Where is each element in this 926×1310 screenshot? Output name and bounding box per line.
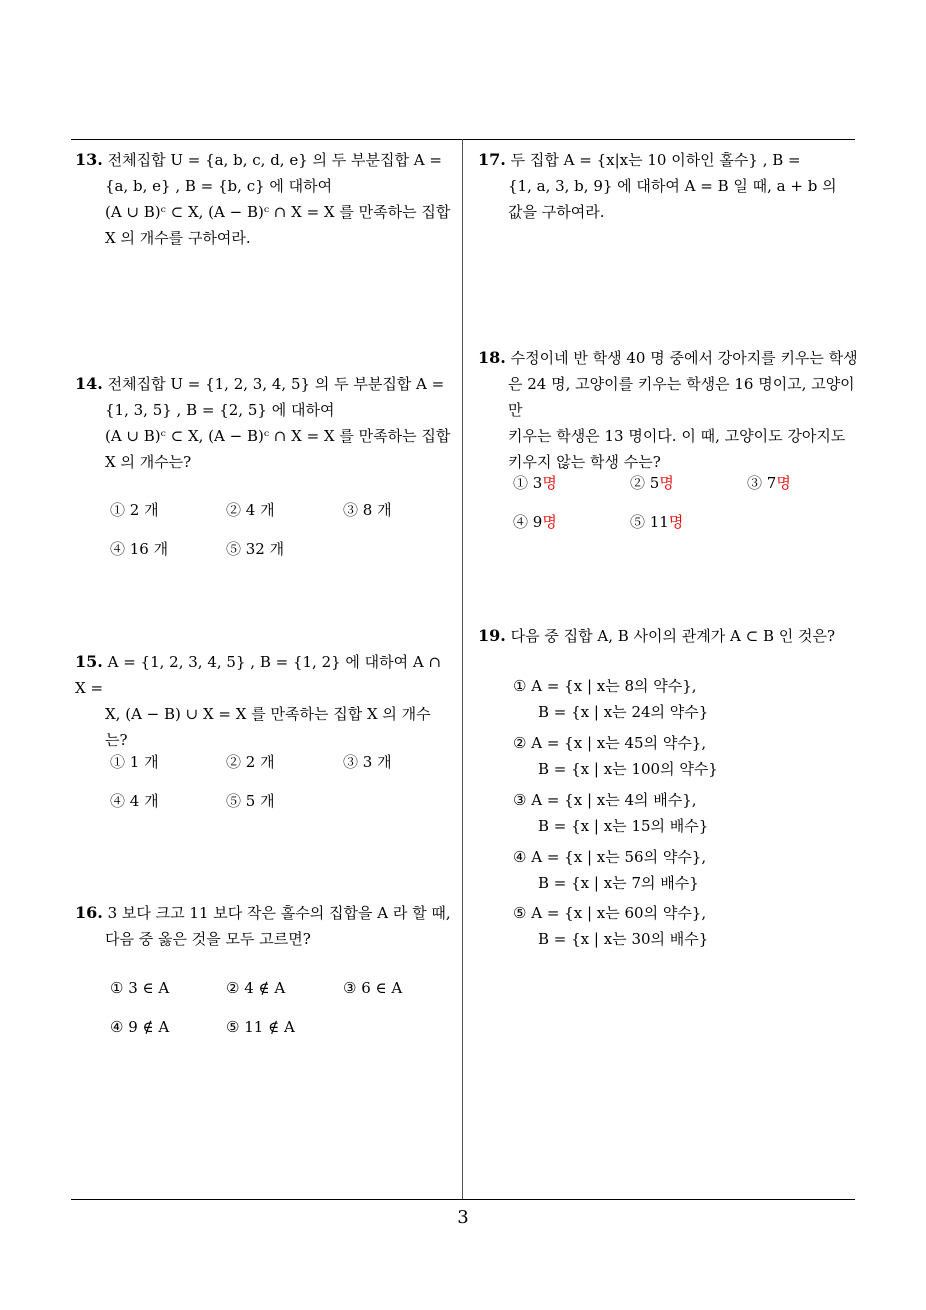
- choice-marker: ①: [513, 677, 527, 695]
- choice-line-a: A = {x | x는 45의 약수},: [531, 734, 707, 752]
- page-number: 3: [457, 1207, 469, 1228]
- choice-5[interactable]: [513, 900, 708, 952]
- choice-3[interactable]: ③ 8 개: [343, 501, 392, 519]
- question-text-line: A = {1, 2, 3, 4, 5} , B = {1, 2} 에 대하여 A ∩ X =: [75, 653, 442, 697]
- choice-label: ① 3: [513, 474, 543, 492]
- choice-unit: 명: [668, 513, 684, 531]
- question-text-line: 키우는 학생은 13 명이다. 이 때, 고양이도 강아지도: [508, 427, 846, 445]
- question-text-line: (A ∪ B)ᶜ ⊂ X, (A − B)ᶜ ∩ X = X 를 만족하는 집합: [105, 203, 451, 221]
- choice-2[interactable]: ② 2 개: [226, 753, 275, 771]
- question-number: 18.: [478, 348, 506, 367]
- question-number: 15.: [75, 652, 103, 671]
- question-text-line: 다음 중 집합 A, B 사이의 관계가 A ⊂ B 인 것은?: [510, 627, 836, 645]
- choice-1[interactable]: [513, 470, 557, 496]
- question-15: [75, 649, 455, 753]
- bottom-rule: [71, 1199, 855, 1200]
- choice-5[interactable]: ⑤ 5 개: [226, 792, 275, 810]
- choice-1[interactable]: ① 1 개: [110, 753, 159, 771]
- choice-unit: 명: [542, 513, 557, 531]
- question-text-line: (A ∪ B)ᶜ ⊂ X, (A − B)ᶜ ∩ X = X 를 만족하는 집합: [105, 427, 451, 445]
- choice-1[interactable]: [513, 673, 708, 725]
- question-text-line: {1, 3, 5} , B = {2, 5} 에 대하여: [105, 401, 335, 419]
- choice-label: ③ 7: [747, 474, 777, 492]
- choice-4[interactable]: ④ 9 ∉ A: [110, 1018, 170, 1036]
- question-text-line: 값을 구하여라.: [508, 203, 605, 221]
- question-number: 19.: [478, 626, 506, 645]
- question-text-line: 전체집합 U = {1, 2, 3, 4, 5} 의 두 부분집합 A =: [107, 375, 445, 393]
- choice-4[interactable]: ④ 16 개: [110, 540, 169, 558]
- choice-4[interactable]: [513, 844, 706, 896]
- question-16: [75, 900, 455, 952]
- choice-unit: 명: [776, 474, 791, 492]
- question-number: 13.: [75, 150, 103, 169]
- question-text-line: 수정이네 반 학생 40 명 중에서 강아지를 키우는 학생: [510, 349, 858, 367]
- question-text-line: {a, b, e} , B = {b, c} 에 대하여: [105, 177, 333, 195]
- question-13: [75, 147, 455, 251]
- question-text-line: 다음 중 옳은 것을 모두 고르면?: [105, 930, 311, 948]
- question-number: 14.: [75, 374, 103, 393]
- question-text-line: 은 24 명, 고양이를 키우는 학생은 16 명이고, 고양이만: [508, 375, 855, 419]
- question-17: [478, 147, 858, 225]
- choice-4[interactable]: [513, 509, 557, 535]
- question-text-line: 는?: [105, 731, 128, 749]
- choice-2[interactable]: [630, 470, 674, 496]
- choice-label: ⑤ 11: [630, 513, 669, 531]
- choice-line-a: A = {x | x는 4의 배수},: [531, 791, 697, 809]
- choice-line-a: A = {x | x는 56의 약수},: [531, 848, 707, 866]
- choice-marker: ⑤: [513, 904, 527, 922]
- choice-line-a: A = {x | x는 60의 약수},: [531, 904, 707, 922]
- choice-5[interactable]: [630, 509, 683, 535]
- question-text-line: X, (A − B) ∪ X = X 를 만족하는 집합 X 의 개수: [105, 705, 431, 723]
- question-19: [478, 623, 858, 649]
- choice-3[interactable]: ③ 3 개: [343, 753, 392, 771]
- column-divider: [462, 139, 463, 1200]
- choice-2[interactable]: ② 4 ∉ A: [226, 979, 286, 997]
- choice-line-b: B = {x | x는 24의 약수}: [538, 703, 709, 721]
- choice-marker: ②: [513, 734, 527, 752]
- choice-3[interactable]: [747, 470, 791, 496]
- choice-label: ② 5: [630, 474, 660, 492]
- question-text-line: 키우지 않는 학생 수는?: [508, 453, 661, 471]
- choice-unit: 명: [542, 474, 557, 492]
- question-text-line: X 의 개수는?: [105, 453, 192, 471]
- choice-marker: ④: [513, 848, 527, 866]
- choice-marker: ③: [513, 791, 527, 809]
- question-14: [75, 371, 455, 475]
- question-number: 17.: [478, 150, 506, 169]
- choice-label: ④ 9: [513, 513, 543, 531]
- question-text-line: 두 집합 A = {x|x는 10 이하인 홀수} , B =: [510, 151, 801, 169]
- top-rule: [71, 139, 855, 140]
- choice-2[interactable]: [513, 730, 718, 782]
- choice-line-b: B = {x | x는 7의 배수}: [538, 874, 699, 892]
- choice-5[interactable]: ⑤ 32 개: [226, 540, 285, 558]
- choice-2[interactable]: ② 4 개: [226, 501, 275, 519]
- question-text-line: X 의 개수를 구하여라.: [105, 229, 251, 247]
- choice-line-b: B = {x | x는 15의 배수}: [538, 817, 709, 835]
- choice-1[interactable]: ① 2 개: [110, 501, 159, 519]
- question-18: [478, 345, 858, 475]
- question-text-line: {1, a, 3, b, 9} 에 대하여 A = B 일 때, a + b 의: [508, 177, 837, 195]
- choice-line-b: B = {x | x는 100의 약수}: [538, 760, 718, 778]
- choice-line-a: A = {x | x는 8의 약수},: [531, 677, 697, 695]
- choice-unit: 명: [659, 474, 674, 492]
- choice-1[interactable]: ① 3 ∈ A: [110, 979, 170, 997]
- choice-5[interactable]: ⑤ 11 ∉ A: [226, 1018, 295, 1036]
- question-text-line: 전체집합 U = {a, b, c, d, e} 의 두 부분집합 A =: [107, 151, 442, 169]
- question-number: 16.: [75, 903, 103, 922]
- choice-3[interactable]: [513, 787, 708, 839]
- choice-4[interactable]: ④ 4 개: [110, 792, 159, 810]
- question-text-line: 3 보다 크고 11 보다 작은 홀수의 집합을 A 라 할 때,: [107, 904, 451, 922]
- choice-line-b: B = {x | x는 30의 배수}: [538, 930, 709, 948]
- choice-3[interactable]: ③ 6 ∈ A: [343, 979, 403, 997]
